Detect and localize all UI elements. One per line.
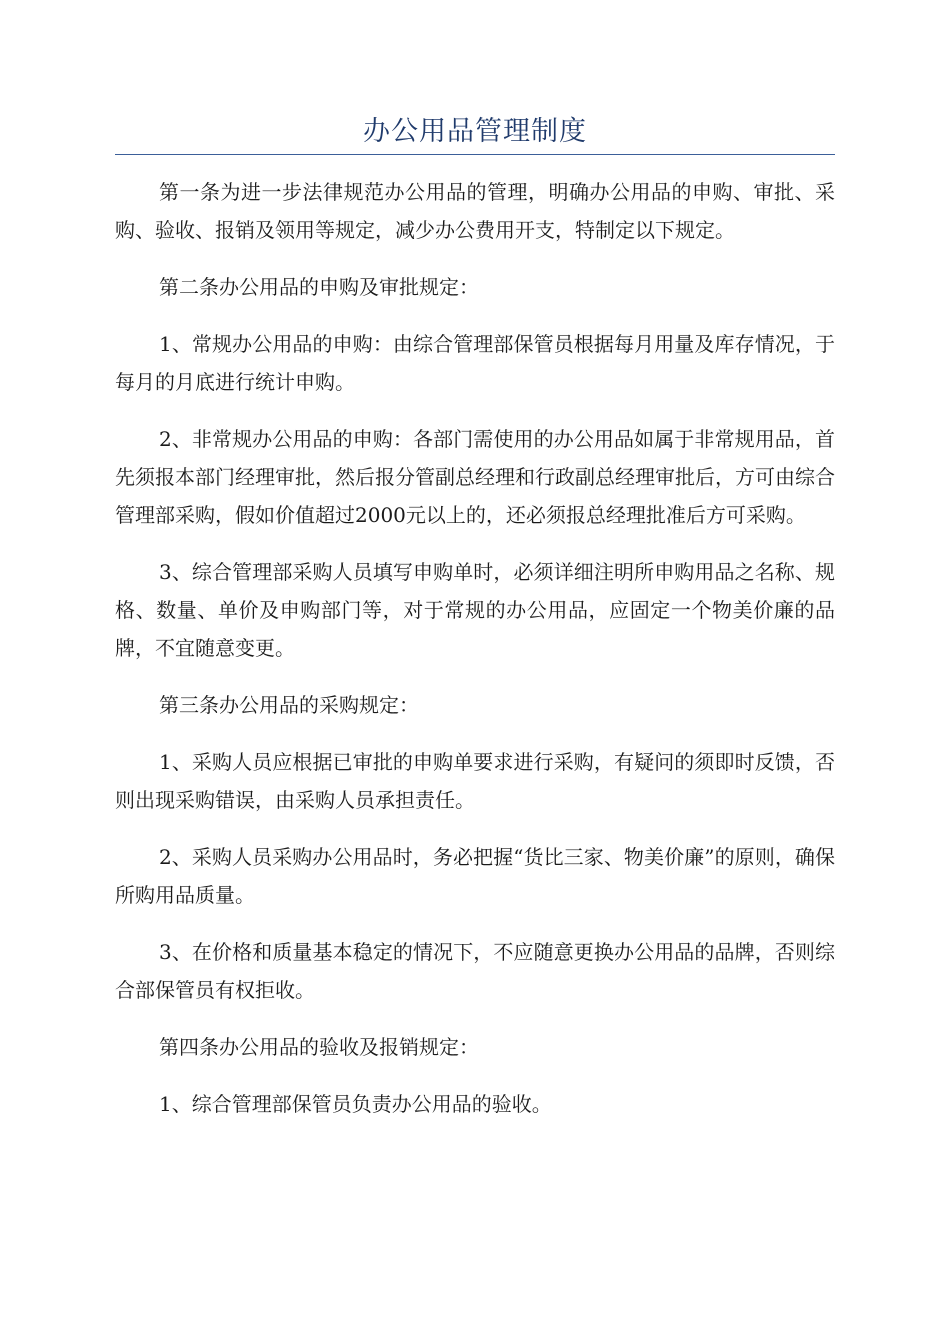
article-2-item-1: 1、常规办公用品的申购：由综合管理部保管员根据每月用量及库存情况，于每月的月底进行统计申购。	[115, 332, 835, 394]
article-2-item-2: 2、非常规办公用品的申购：各部门需使用的办公用品如属于非常规用品，首先须报本部门经理审批，然后报分管副总经理和行政副总经理审批后，方可由综合管理部采购，假如价值超过2000元以上的，还必须报总经理批准后方可采购。	[115, 427, 835, 527]
article-4-item-1: 1、综合管理部保管员负责办公用品的验收。	[159, 1092, 552, 1116]
title-underline	[115, 154, 835, 155]
document-title: 办公用品管理制度	[363, 116, 587, 147]
article-2-heading: 第二条办公用品的申购及审批规定：	[159, 275, 479, 299]
article-4-heading: 第四条办公用品的验收及报销规定：	[159, 1035, 479, 1059]
article-3-item-2: 2、采购人员采购办公用品时，务必把握“货比三家、物美价廉”的原则，确保所购用品质量。	[115, 845, 835, 907]
document-page	[115, 112, 835, 1142]
article-3-heading: 第三条办公用品的采购规定：	[159, 693, 419, 717]
article-1-paragraph: 第一条为进一步法律规范办公用品的管理，明确办公用品的申购、审批、采购、验收、报销及领用等规定，减少办公费用开支，特制定以下规定。	[115, 180, 835, 242]
article-3-item-3: 3、在价格和质量基本稳定的情况下，不应随意更换办公用品的品牌，否则综合部保管员有权拒收。	[115, 940, 835, 1002]
article-2-item-3: 3、综合管理部采购人员填写申购单时，必须详细注明所申购用品之名称、规格、数量、单价及申购部门等，对于常规的办公用品，应固定一个物美价廉的品牌，不宜随意变更。	[115, 560, 835, 660]
article-3-item-1: 1、采购人员应根据已审批的申购单要求进行采购，有疑问的须即时反馈，否则出现采购错误，由采购人员承担责任。	[115, 750, 835, 812]
